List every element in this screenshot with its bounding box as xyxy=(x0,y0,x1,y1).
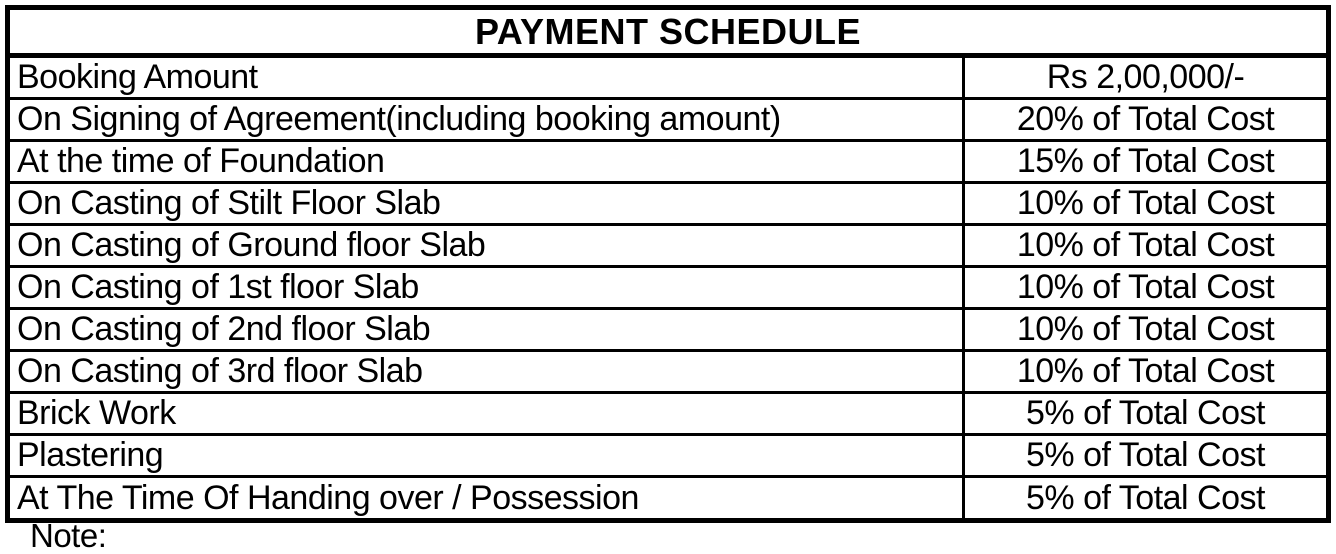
stage-cell: Plastering xyxy=(17,436,164,474)
table-row xyxy=(10,226,1326,268)
stage-cell: On Casting of 3rd floor Slab xyxy=(17,352,423,390)
stage-cell: On Signing of Agreement(including booking amount) xyxy=(17,100,781,138)
payment-cell: Rs 2,00,000/- xyxy=(962,58,1326,97)
table-row xyxy=(10,394,1326,436)
table-row xyxy=(10,184,1326,226)
stage-cell: At the time of Foundation xyxy=(17,142,385,180)
clipped-note-text-label: Note: xyxy=(30,517,107,554)
stage-cell: At The Time Of Handing over / Possession xyxy=(17,478,639,517)
payment-cell: 15% of Total Cost xyxy=(962,142,1326,181)
table-row xyxy=(10,310,1326,352)
table-title: PAYMENT SCHEDULE xyxy=(10,10,1326,58)
payment-cell: 10% of Total Cost xyxy=(962,268,1326,307)
table-row xyxy=(10,100,1326,142)
stage-cell: On Casting of 1st floor Slab xyxy=(17,268,419,306)
payment-schedule-table xyxy=(5,5,1331,523)
payment-cell: 10% of Total Cost xyxy=(962,310,1326,349)
table-row xyxy=(10,478,1326,518)
stage-cell: On Casting of Stilt Floor Slab xyxy=(17,184,441,222)
payment-cell: 10% of Total Cost xyxy=(962,226,1326,265)
clipped-note-text xyxy=(30,517,250,554)
payment-cell: 10% of Total Cost xyxy=(962,184,1326,223)
stage-cell: On Casting of 2nd floor Slab xyxy=(17,310,431,348)
payment-cell: 20% of Total Cost xyxy=(962,100,1326,139)
table-row xyxy=(10,436,1326,478)
table-row xyxy=(10,268,1326,310)
stage-cell: On Casting of Ground floor Slab xyxy=(17,226,486,264)
payment-cell: 5% of Total Cost xyxy=(962,436,1326,475)
stage-cell: Booking Amount xyxy=(17,58,258,96)
table-row xyxy=(10,142,1326,184)
stage-cell: Brick Work xyxy=(17,394,176,432)
payment-cell: 5% of Total Cost xyxy=(962,478,1326,518)
table-row xyxy=(10,352,1326,394)
payment-cell: 10% of Total Cost xyxy=(962,352,1326,391)
table-row xyxy=(10,58,1326,100)
payment-cell: 5% of Total Cost xyxy=(962,394,1326,433)
